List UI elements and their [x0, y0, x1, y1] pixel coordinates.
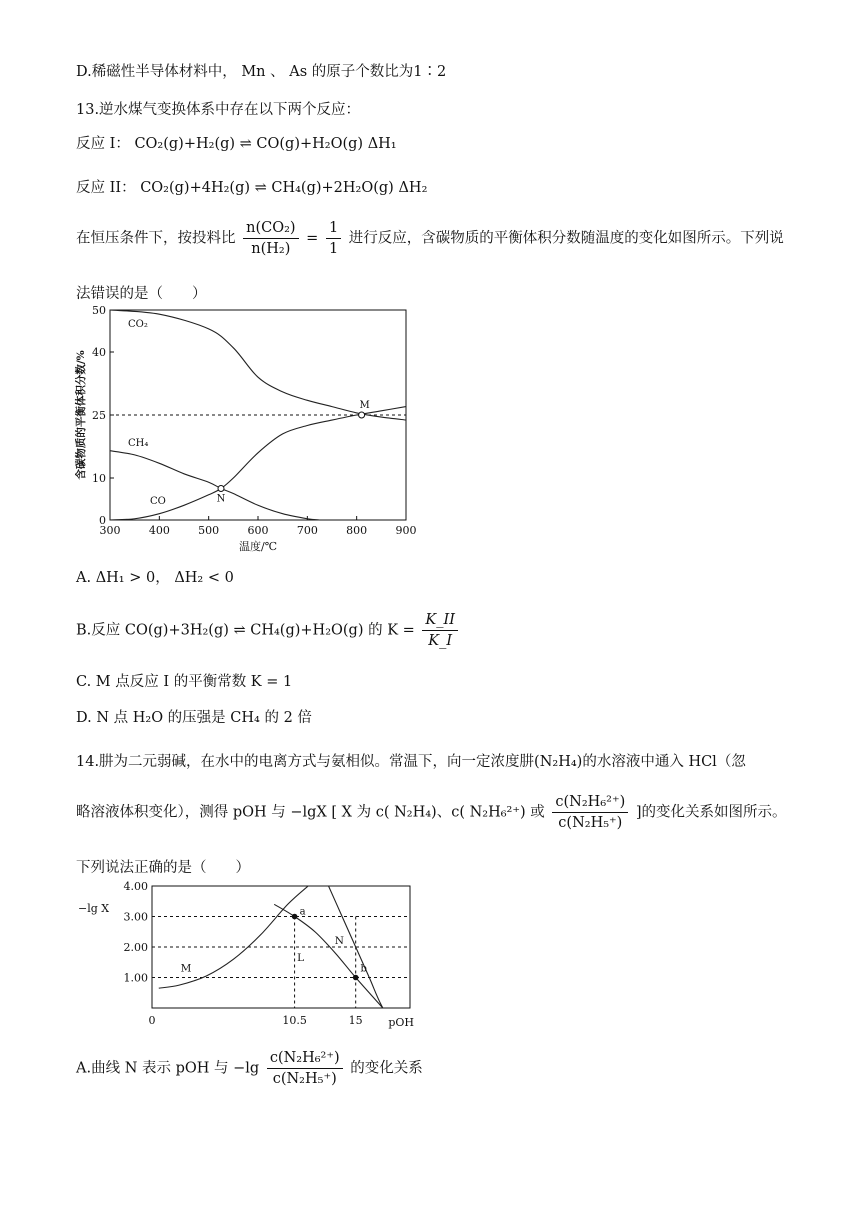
chart1-point-label: M: [359, 400, 370, 411]
chart2-series-label: N: [334, 934, 344, 947]
q13-ratio-fraction: [243, 218, 298, 259]
q13-option-a: A. ΔH₁ > 0， ΔH₂ < 0: [76, 570, 234, 586]
q13-option-d: D. N 点 H₂O 的压强是 CH₄ 的 2 倍: [76, 710, 312, 726]
chart1-series-label: CH₄: [128, 438, 149, 449]
chart1-ytick-label: 25: [92, 409, 106, 422]
q14-option-a: [76, 1048, 423, 1089]
chart1-xtick-label: 800: [346, 524, 368, 537]
q14-opta-num: c(N₂H₆²⁺): [267, 1048, 343, 1069]
q13-cond-pre: 在恒压条件下，按投料比: [76, 230, 236, 247]
q14-line2-fraction: [552, 792, 628, 833]
chart1-series-label: CO: [150, 496, 166, 507]
q13-ratio-den: n(H₂): [251, 241, 291, 257]
q14-opta-pre: A.曲线 N 表示 pOH 与 −lg: [76, 1060, 260, 1077]
q13-r1-equation: CO₂(g)+H₂(g) ⇌ CO(g)+H₂O(g) ΔH₁: [134, 136, 397, 152]
chart2-xtick-label: 0: [148, 1014, 156, 1027]
q13-stem: 13.逆水煤气变换体系中存在以下两个反应：: [76, 102, 361, 118]
chart1-ylabel: 含碳物质的平衡体积分数/%: [75, 350, 87, 480]
q14-line2-post: ]的变化关系如图所示。: [635, 804, 787, 821]
chart1-ytick-label: 0: [99, 514, 106, 527]
q14-line2: [76, 792, 787, 833]
chart2-ytick-label: 2.00: [123, 941, 148, 954]
chart1-xtick-label: 500: [198, 524, 220, 537]
q13-reaction-1: [76, 132, 397, 153]
chart1-xtick-label: 700: [296, 524, 318, 537]
q14-opta-post: 的变化关系: [350, 1060, 423, 1077]
q13-optb-pre: B.反应 CO(g)+3H₂(g) ⇌ CH₄(g)+H₂O(g) 的 K =: [76, 622, 415, 639]
q14-line2-pre: 略溶液体积变化），测得 pOH 与 −lgX [ X 为 c( N₂H₄)、c( N₂H₆²⁺) 或: [76, 804, 545, 821]
chart1-ytick-label: 50: [92, 304, 106, 317]
q14-opta-fraction: [267, 1048, 343, 1089]
chart1-point: [359, 412, 365, 418]
q13-ratio-num: n(CO₂): [243, 218, 298, 239]
chart1-point: [218, 486, 224, 492]
chart1-point-label: N: [216, 493, 226, 505]
q13-optb-fraction: [422, 610, 458, 651]
chart2-xtick-label: 10.5: [282, 1014, 307, 1027]
q14-stem: 14.肼为二元弱碱，在水中的电离方式与氨相似。常温下，向一定浓度肼(N₂H₄)的水溶液中通入 HCl（忽: [76, 754, 746, 770]
chart1-series-label: CO₂: [128, 319, 148, 330]
q14-line3: 下列说法正确的是（ ）: [76, 860, 250, 876]
chart2-series-1: [274, 904, 383, 1008]
chart2-xtick-label: 15: [348, 1014, 363, 1027]
chart1-xtick-label: 300: [99, 524, 121, 537]
q13-r1-label: 反应 I：: [76, 136, 130, 152]
chart2-point-label: a: [299, 906, 306, 918]
chart2-ytick-label: 3.00: [123, 910, 148, 924]
q14-opta-den: c(N₂H₅⁺): [272, 1071, 337, 1087]
chart2-curves: [159, 886, 403, 1033]
chart1-xtick-label: 900: [395, 524, 417, 537]
chart2-point-label: L: [297, 952, 305, 964]
q13-option-c: C. M 点反应 I 的平衡常数 K = 1: [76, 674, 293, 690]
q13-ratio-value-den: 1: [328, 241, 339, 257]
chart2-point-label: b: [360, 963, 367, 975]
chart1-series-1: [110, 451, 320, 520]
q13-optb-num: K_II: [422, 610, 458, 631]
chart2-ylabel: −lg X: [78, 902, 110, 915]
q14-chart: [70, 878, 430, 1033]
chart1-xlabel: 温度/℃: [238, 540, 278, 553]
chart2-point: [353, 975, 359, 981]
chart1-ytick-label: 40: [92, 346, 106, 359]
q12-option-d: D.稀磁性半导体材料中， Mn 、 As 的原子个数比为1∶2: [76, 64, 447, 80]
q13-option-b: [76, 610, 461, 651]
q13-condition: [76, 218, 784, 259]
chart2-series-2: [329, 886, 404, 1033]
chart1-xtick-label: 400: [148, 524, 170, 537]
q13-eq: =: [306, 230, 319, 247]
q13-chart: [70, 300, 430, 555]
q13-r2-equation: CO₂(g)+4H₂(g) ⇌ CH₄(g)+2H₂O(g) ΔH₂: [140, 180, 428, 196]
q14-line2-den: c(N₂H₅⁺): [558, 815, 623, 831]
q13-ratio-value-num: 1: [326, 218, 341, 239]
chart1-xtick-label: 600: [247, 524, 269, 537]
q13-cond-end: 法错误的是（ ）: [76, 286, 207, 302]
q13-optb-den: K_I: [428, 633, 453, 649]
q13-r2-label: 反应 II：: [76, 180, 136, 196]
chart2-xlabel: pOH: [388, 1016, 414, 1029]
q13-reaction-2: [76, 176, 427, 197]
q13-ratio-value: [326, 218, 341, 259]
chart1-ytick-label: 10: [92, 472, 106, 485]
chart2-ytick-label: 1.00: [123, 971, 148, 985]
chart2-ytick-label: 4.00: [123, 880, 148, 893]
q13-cond-post: 进行反应，含碳物质的平衡体积分数随温度的变化如图所示。下列说: [348, 230, 784, 247]
q14-line2-num: c(N₂H₆²⁺): [552, 792, 628, 813]
chart2-series-label: M: [180, 962, 192, 975]
chart2-point: [292, 914, 298, 920]
